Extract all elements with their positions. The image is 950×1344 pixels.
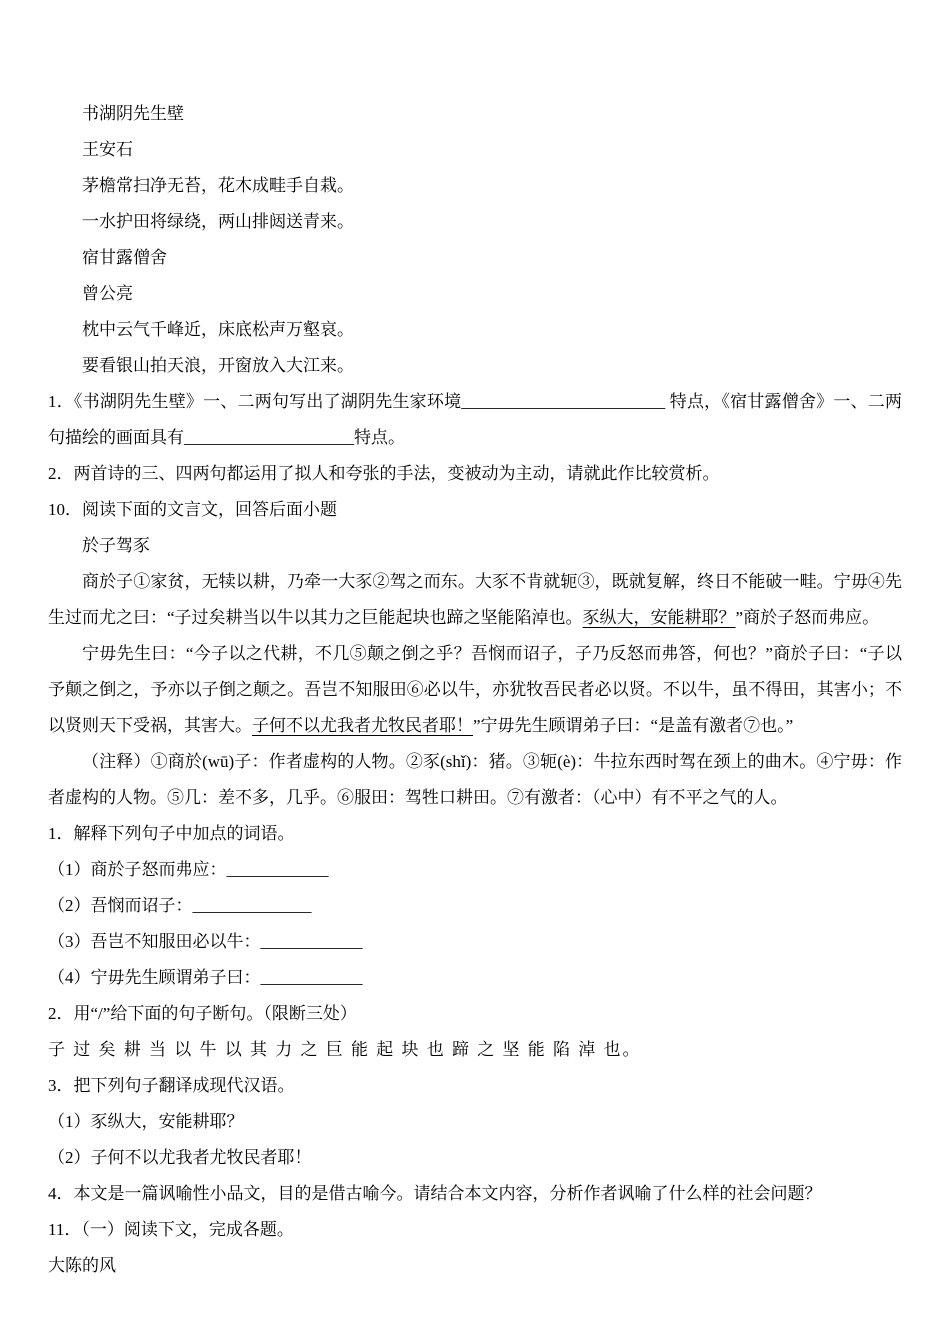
poem-1-line-1: 茅檐常扫净无苔，花木成畦手自栽。: [82, 176, 354, 195]
poem-1-title: 书湖阴先生壁: [82, 104, 184, 123]
passage-p1-underlined-phrase: 豕纵大，安能耕耶？: [582, 608, 736, 627]
question-10-2-sentence: 子 过 矣 耕 当 以 牛 以 其 力 之 巨 能 起 块 也 蹄 之 坚 能 陷 淖 也。: [48, 1040, 642, 1059]
passage-paragraph-1: [48, 564, 902, 636]
question-9-2: 2．两首诗的三、四两句都运用了拟人和夸张的手法，变被动为主动，请就此作比较赏析。: [48, 464, 720, 483]
question-10-3-item-1: （1）豕纵大，安能耕耶？: [48, 1112, 244, 1131]
question-10-3-heading: 3．把下列句子翻译成现代汉语。: [48, 1076, 295, 1095]
question-10-4: 4．本文是一篇讽喻性小品文，目的是借古喻今。请结合本文内容，分析作者讽喻了什么样的社会问题？: [48, 1184, 822, 1203]
passage-paragraph-2: [48, 636, 902, 744]
passage-notes: （注释）①商於(wū)子：作者虚构的人物。②豕(shǐ)：猪。③轭(è)：牛拉东西时驾在颈上的曲木。④宁毋：作者虚构的人物。⑤几：差不多，几乎。⑥服田：驾牲口耕田。⑦有激者：（心中）有不平之气的人。: [48, 752, 902, 807]
poem-1-author: 王安石: [82, 140, 133, 159]
reading-title: 大陈的风: [48, 1256, 116, 1275]
poem-2-author: 曾公亮: [82, 284, 133, 303]
poem-2-line-1: 枕中云气千峰近，床底松声万壑哀。: [82, 320, 354, 339]
question-10-1-item-4: （4）宁毋先生顾谓弟子曰：____________: [48, 968, 363, 987]
passage-p1-text-2: ”商於子怒而弗应。: [735, 608, 880, 627]
question-10-intro: 10．阅读下面的文言文，回答后面小题: [48, 500, 337, 519]
question-9-1: 1．《书湖阴先生壁》一、二两句写出了湖阴先生家环境________________________ 特点，《宿甘露僧舍》一、二两句描绘的画面具有____________________特点。: [48, 392, 902, 447]
passage-p1-text-1: 商於子①家贫，无犊以耕，乃牵一大豕②驾之而东。大豕不肯就轭③，既就复解，终日不能破一畦。宁毋④先生过而尤之曰：“子过矣耕当以牛以其力之巨能起块也蹄之坚能陷淖也。: [48, 572, 902, 627]
poem-1-line-2: 一水护田将绿绕，两山排闼送青来。: [82, 212, 354, 231]
passage-p2-text-2: ”宁毋先生顾谓弟子曰：“是盖有激者⑦也。”: [473, 716, 794, 735]
poem-2-title: 宿甘露僧舍: [82, 248, 167, 267]
poem-2-line-2: 要看银山拍天浪，开窗放入大江来。: [82, 356, 354, 375]
question-10-1-item-1: （1）商於子怒而弗应：____________: [48, 860, 329, 879]
passage-p2-underlined-phrase: 子何不以尤我者尤牧民者耶！: [252, 716, 473, 735]
question-10-3-item-2: （2）子何不以尤我者尤牧民者耶！: [48, 1148, 312, 1167]
passage-title: 於子驾豕: [82, 536, 150, 555]
passage-p2-text-1: 宁毋先生曰：“今子以之代耕，不几⑤颠之倒之乎？吾悯而诏子，子乃反怒而弗答，何也？”商於子曰：“子以予颠之倒之，予亦以子倒之颠之。吾岂不知服田⑥必以牛，亦犹牧吾民者必以贤。不以牛，虽不得田，其害小；不以贤则天下受祸，其害大。: [48, 644, 902, 735]
question-10-1-item-2: （2）吾悯而诏子：______________: [48, 896, 312, 915]
question-10-2-heading: 2．用“/”给下面的句子断句。（限断三处）: [48, 1004, 357, 1023]
question-11-heading: 11．（一）阅读下文，完成各题。: [48, 1220, 294, 1239]
question-10-1-item-3: （3）吾岂不知服田必以牛：____________: [48, 932, 363, 951]
question-10-1-heading: 1．解释下列句子中加点的词语。: [48, 824, 295, 843]
